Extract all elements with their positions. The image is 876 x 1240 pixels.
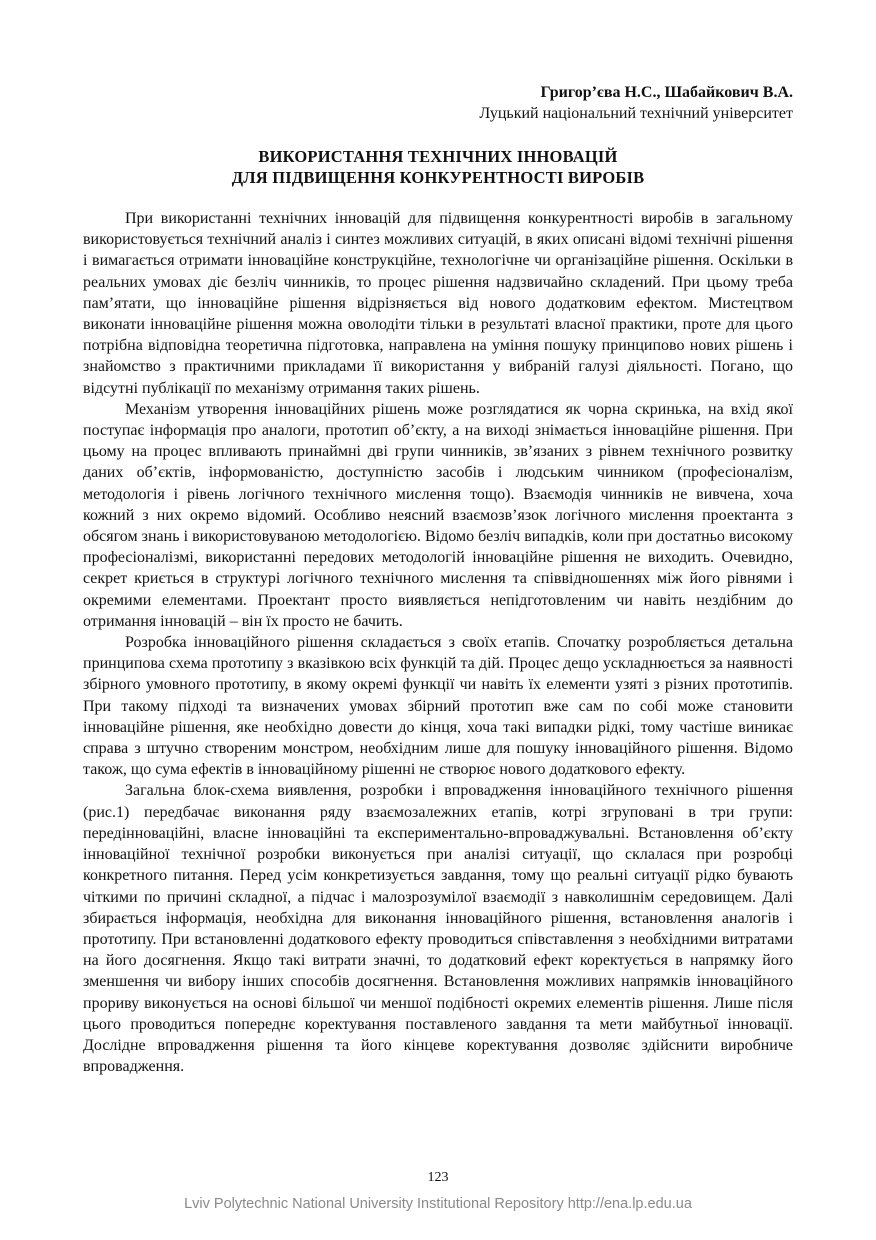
repository-footer: Lviv Polytechnic National University Institutional Repository http://ena.lp.edu.ua xyxy=(184,1196,692,1212)
paper-title-line-2: ДЛЯ ПІДВИЩЕННЯ КОНКУРЕНТНОСТІ ВИРОБІВ xyxy=(231,168,645,187)
body-paragraph: Загальна блок-схема виявлення, розробки і впровадження інноваційного технічного рішення (рис.1) передбачає виконання ряду взаємозалежних етапів, котрі згруповані в три групи: передінноваційні, власне інноваційні та експериментально-впроваджувальні. Встановлення об’єкту інноваційної технічної розробки виконується при аналізі ситуації, що склалася при розробці конкретного питання. Перед усім конкретизується завдання, тому що реальні ситуації рідко бувають чіткими по причині складної, а підчас і малозрозумілої взаємодії з навколишнім середовищем. Далі збирається інформація, необхідна для виконання інноваційного рішення, встановлення аналогів і прототипу. При встановленні додаткового ефекту проводиться співставлення з необхідними витратами на його досягнення. Якщо такі витрати значні, то додатковий ефект коректується в напрямку його зменшення чи вибору інших способів досягнення. Встановлення можливих напрямків інноваційного прориву виконується на основі більшої чи меншої подібності окремих елементів рішення. Лише після цього проводиться попереднє коректування поставленого завдання та мети майбутньої інновації. Дослідне впровадження рішення та його кінцеве коректування дозволяє здійснити виробниче впровадження. xyxy=(83,782,793,1076)
paper-body xyxy=(83,208,793,1077)
author-affiliation: Луцький національний технічний університет xyxy=(479,105,793,122)
author-names: Григор’єва Н.С., Шабайкович В.А. xyxy=(540,84,793,101)
author-block xyxy=(479,82,793,124)
paper-title-line-1: ВИКОРИСТАННЯ ТЕХНІЧНИХ ІННОВАЦІЙ xyxy=(258,147,618,166)
body-paragraph: Механізм утворення інноваційних рішень може розглядатися як чорна скринька, на вхід якої поступає інформація про аналоги, прототип об’єкту, а на виході знімається інноваційне рішення. При цьому на процес впливають принаймні дві групи чинників, зв’язаних з рівнем технічного розвитку даних об’єктів, інформованістю, доступністю засобів і людським чинником (професіоналізм, методологія і рівень логічного технічного мислення тощо). Взаємодія чинників не вивчена, хоча кожний з них окремо відомий. Особливо неясний взаємозв’язок логічного мислення проектанта з обсягом знань і використовуваною методологією. Відомо безліч випадків, коли при достатньо високому професіоналізмі, використанні передових методологій інноваційне рішення не виходить. Очевидно, секрет криється в структурі логічного технічного мислення та співвідношеннях між його рівнями і окремими елементами. Проектант просто виявляється непідготовленим чи навіть нездібним до отримання інновацій – він їх просто не бачить. xyxy=(83,400,793,630)
body-paragraph: Розробка інноваційного рішення складається з своїх етапів. Спочатку розробляється детальна принципова схема прототипу з вказівкою всіх функцій та дій. Процес дещо ускладнюється за наявності збірного умовного прототипу, в якому окремі функції чи навіть їх елементи узяті з різних прототипів. При такому підході та визначених умовах збірний прототип вже сам по собі може становити інноваційне рішення, яке необхідно довести до кінця, хоча такі випадки рідкі, тому частіше виникає справа з штучно створеним монстром, необхідним лише для пошуку інноваційного рішення. Відомо також, що сума ефектів в інноваційному рішенні не створює нового додаткового ефекту. xyxy=(83,634,793,779)
paper-title xyxy=(83,146,793,188)
body-paragraph: При використанні технічних інновацій для підвищення конкурентності виробів в загальному використовується технічний аналіз і синтез можливих ситуацій, в яких описані відомі технічні рішення і вимагається отримати інноваційне конструкційне, технологічне чи організаційне рішення. Оскільки в реальних умовах діє безліч чинників, то процес рішення надзвичайно складений. При цьому треба пам’ятати, що інноваційне рішення відрізняється від нового додатковим ефектом. Мистецтвом виконати інноваційне рішення можна оволодіти тільки в результаті власної практики, проте для цього потрібна відповідна теоретична підготовка, направлена на уміння пошуку принципово нових рішень і знайомство з практичними прикладами її використання у вибраній галузі діяльності. Погано, що відсутні публікації по механізму отримання таких рішень. xyxy=(83,210,793,397)
page-number: 123 xyxy=(427,1170,449,1185)
